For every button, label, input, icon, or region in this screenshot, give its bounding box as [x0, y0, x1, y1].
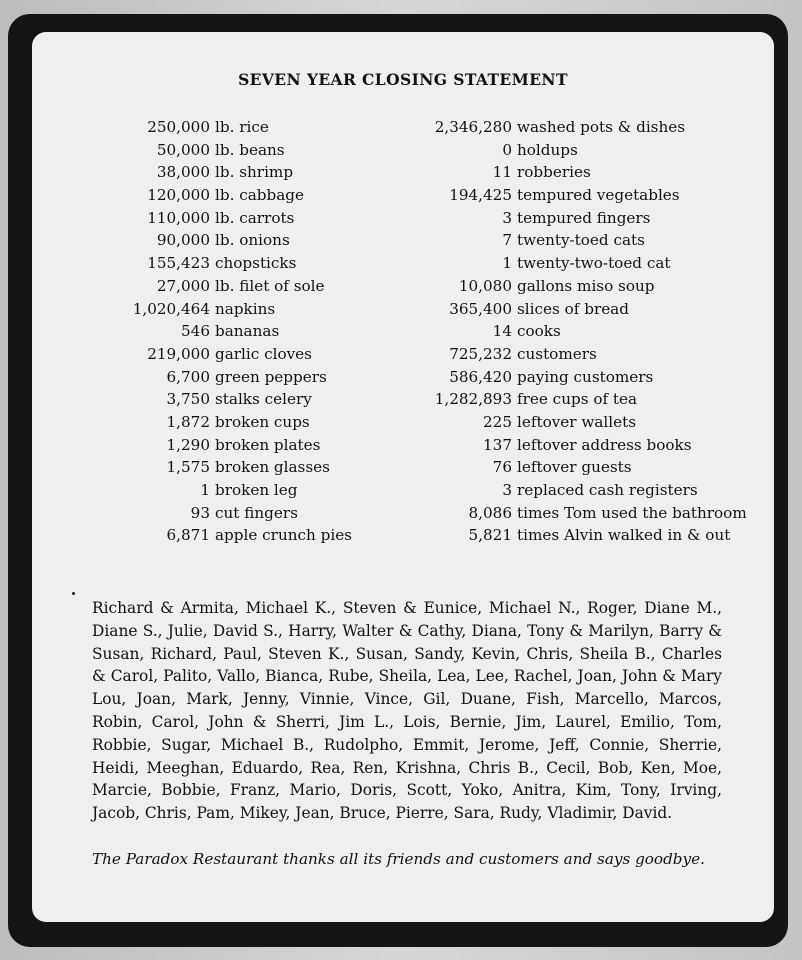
- statement-item: tempured fingers: [517, 208, 651, 227]
- bullet-dot: [72, 592, 75, 595]
- statement-quantity: 546: [181, 322, 210, 341]
- statement-quantity: 2,346,280: [434, 118, 512, 136]
- statement-row: [372, 413, 772, 436]
- statement-quantity: 6,700: [166, 367, 210, 386]
- statement-quantity: 1,020,464: [132, 299, 210, 318]
- statement-row: [372, 504, 772, 527]
- statement-row: [72, 481, 402, 504]
- statement-quantity: 3,750: [166, 390, 210, 409]
- statement-quantity: 120,000: [147, 186, 210, 205]
- statement-item: broken glasses: [215, 458, 330, 477]
- statement-quantity: 1: [502, 254, 512, 273]
- statement-row: [72, 163, 402, 186]
- statement-quantity: 11: [492, 163, 512, 182]
- statement-row: [372, 209, 772, 232]
- statement-item: cut fingers: [215, 503, 298, 522]
- statement-row: [72, 413, 402, 436]
- statement-item: lb. rice: [215, 118, 269, 136]
- statement-quantity: 137: [483, 435, 512, 454]
- statement-row: [72, 368, 402, 391]
- statement-row: [72, 141, 402, 164]
- statement-item: lb. shrimp: [215, 163, 294, 182]
- statement-row: [372, 436, 772, 459]
- statement-row: [372, 277, 772, 300]
- statement-item: broken leg: [215, 481, 298, 499]
- statement-item: gallons miso soup: [517, 276, 655, 295]
- statement-item: broken plates: [215, 435, 321, 454]
- statement-quantity: 76: [492, 458, 512, 477]
- statement-quantity: 27,000: [156, 276, 210, 295]
- statement-row: [72, 209, 402, 232]
- statement-item: tempured vegetables: [517, 186, 680, 205]
- statement-row: [372, 526, 772, 549]
- statement-item: apple crunch pies: [215, 526, 352, 545]
- statement-quantity: 5,821: [468, 526, 512, 545]
- statement-item: lb. beans: [215, 140, 285, 159]
- statement-item: free cups of tea: [517, 390, 638, 409]
- statement-quantity: 3: [502, 481, 512, 499]
- statement-row: [372, 458, 772, 481]
- statement-quantity: 93: [190, 503, 210, 522]
- statement-row: [72, 186, 402, 209]
- statement-quantity: 14: [492, 322, 512, 341]
- document-page: [32, 32, 774, 922]
- statement-item: leftover address books: [517, 435, 692, 454]
- statement-quantity: 194,425: [449, 186, 512, 205]
- closing-line: The Paradox Restaurant thanks all its friends and customers and says goodbye.: [92, 850, 705, 868]
- statement-row: [372, 345, 772, 368]
- left-column: [72, 118, 402, 549]
- statement-quantity: 10,080: [458, 276, 512, 295]
- statement-row: [372, 368, 772, 391]
- statement-row: [372, 141, 772, 164]
- statement-item: slices of bread: [517, 299, 629, 318]
- page-title: SEVEN YEAR CLOSING STATEMENT: [238, 70, 568, 89]
- statement-item: twenty-two-toed cat: [517, 254, 671, 273]
- statement-quantity: 50,000: [156, 140, 210, 159]
- statement-item: lb. onions: [215, 231, 290, 250]
- statement-row: [72, 390, 402, 413]
- statement-item: washed pots & dishes: [517, 118, 686, 136]
- statement-quantity: 90,000: [156, 231, 210, 250]
- statement-quantity: 225: [483, 412, 512, 431]
- statement-item: holdups: [517, 140, 578, 159]
- statement-item: robberies: [517, 163, 591, 182]
- statement-item: times Alvin walked in & out: [517, 526, 731, 545]
- statement-row: [72, 436, 402, 459]
- statement-row: [372, 322, 772, 345]
- statement-quantity: 0: [502, 140, 512, 159]
- statement-item: twenty-toed cats: [517, 231, 645, 250]
- statement-row: [72, 345, 402, 368]
- statement-row: [72, 504, 402, 527]
- statement-quantity: 1,872: [166, 412, 210, 431]
- right-column: [372, 118, 772, 549]
- statement-quantity: 6,871: [166, 526, 210, 545]
- statement-row: [72, 322, 402, 345]
- statement-row: [372, 231, 772, 254]
- statement-quantity: 155,423: [147, 254, 210, 273]
- statement-quantity: 1,282,893: [434, 390, 512, 409]
- statement-quantity: 3: [502, 208, 512, 227]
- statement-item: leftover guests: [517, 458, 632, 477]
- statement-item: paying customers: [517, 367, 654, 386]
- statement-row: [72, 231, 402, 254]
- statement-quantity: 1: [200, 481, 210, 499]
- statement-row: [72, 526, 402, 549]
- statement-row: [72, 300, 402, 323]
- names-paragraph: Richard & Armita, Michael K., Steven & Eunice, Michael N., Roger, Diane M., Diane S., Julie, David S., Harry, Walter & Cathy, Diana, Tony & Marilyn, Barry & Susan, Richard, Paul, Steven K., Susan, Sandy, Kevin, Chris, Sheila B., Charles & Carol, Palito, Vallo, Bianca, Rube, Sheila, Lea, Lee, Rachel, Joan, John & Mary Lou, Joan, Mark, Jenny, Vinnie, Vince, Gil, Duane, Fish, Marcello, Marcos, Robin, Carol, John & Sherri, Jim L., Lois, Bernie, Jim, Laurel, Emilio, Tom, Robbie, Sugar, Michael B., Rudolpho, Emmit, Jerome, Jeff, Connie, Sherrie, Heidi, Meeghan, Eduardo, Rea, Ren, Krishna, Chris B., Cecil, Bob, Ken, Moe, Marcie, Bobbie, Franz, Mario, Doris, Scott, Yoko, Anitra, Kim, Tony, Irving, Jacob, Chris, Pam, Mikey, Jean, Bruce, Pierre, Sara, Rudy, Vladimir, David.: [92, 599, 722, 823]
- statement-item: replaced cash registers: [517, 481, 698, 499]
- statement-item: chopsticks: [215, 254, 297, 273]
- statement-item: cooks: [517, 322, 561, 341]
- statement-quantity: 1,290: [166, 435, 210, 454]
- statement-item: customers: [517, 344, 597, 363]
- statement-item: bananas: [215, 322, 280, 341]
- statement-row: [72, 458, 402, 481]
- statement-row: [372, 300, 772, 323]
- statement-row: [372, 481, 772, 504]
- statement-quantity: 38,000: [156, 163, 210, 182]
- statement-row: [72, 254, 402, 277]
- statement-row: [372, 163, 772, 186]
- statement-row: [372, 254, 772, 277]
- statement-row: [372, 186, 772, 209]
- statement-row: [72, 277, 402, 300]
- statement-quantity: 1,575: [166, 458, 210, 477]
- statement-row: [372, 390, 772, 413]
- statement-item: broken cups: [215, 412, 310, 431]
- statement-row: [72, 118, 402, 141]
- statement-item: lb. carrots: [215, 208, 295, 227]
- statement-item: garlic cloves: [215, 344, 312, 363]
- statement-quantity: 250,000: [147, 118, 210, 136]
- statement-quantity: 725,232: [449, 344, 512, 363]
- statement-row: [372, 118, 772, 141]
- statement-quantity: 110,000: [147, 208, 210, 227]
- statement-item: leftover wallets: [517, 412, 637, 431]
- statement-quantity: 7: [502, 231, 512, 250]
- statement-item: lb. filet of sole: [215, 276, 325, 295]
- statement-item: stalks celery: [215, 390, 312, 409]
- statement-item: napkins: [215, 299, 276, 318]
- statement-quantity: 8,086: [468, 503, 512, 522]
- statement-quantity: 365,400: [449, 299, 512, 318]
- statement-item: lb. cabbage: [215, 186, 305, 205]
- statement-quantity: 586,420: [449, 367, 512, 386]
- statement-quantity: 219,000: [147, 344, 210, 363]
- statement-item: green peppers: [215, 367, 327, 386]
- statement-item: times Tom used the bathroom: [517, 503, 747, 522]
